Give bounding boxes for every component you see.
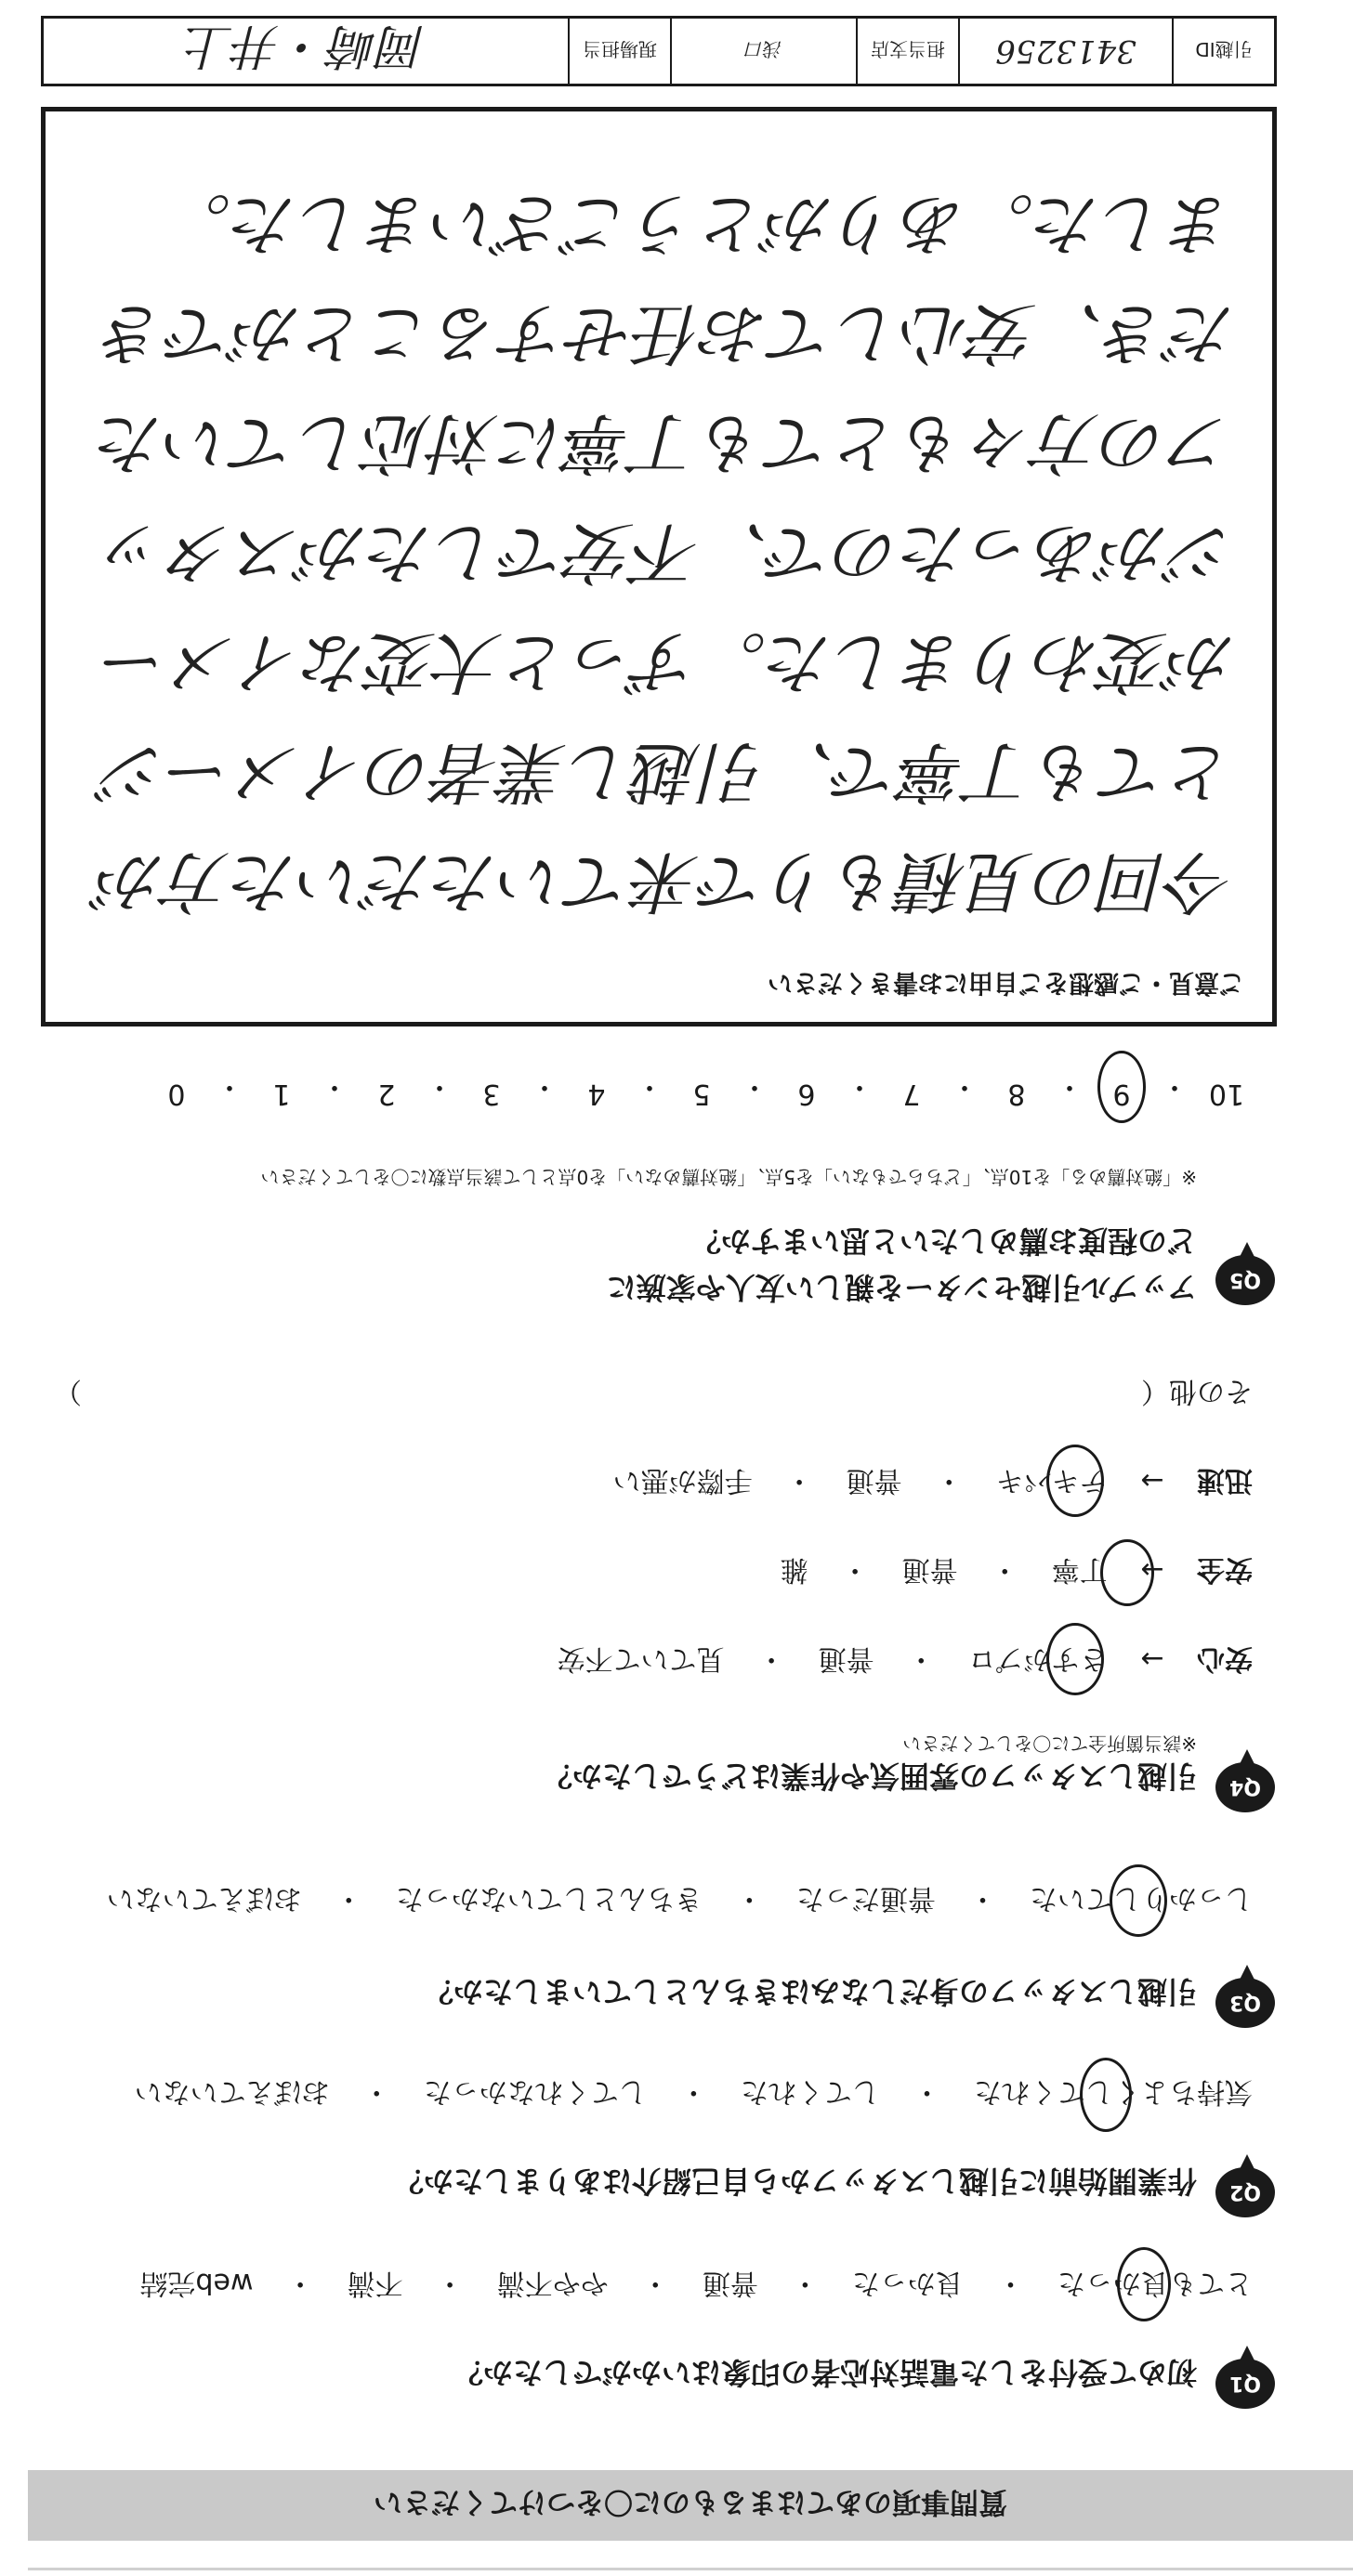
q5-note: ※「絶対薦める」を10点、「どちらでもない」を5点、「絶対薦めない」を0点として該当点数に〇をしてください xyxy=(260,1166,1197,1188)
comment-box xyxy=(41,107,1277,1026)
q4-option[interactable]: 普通 xyxy=(818,1642,874,1675)
q4-option[interactable]: 普通 xyxy=(901,1553,958,1586)
id-value: 3413256 xyxy=(958,19,1172,84)
q4-category: 迅速 xyxy=(1197,1464,1253,1497)
q4-option[interactable]: さすがプロ xyxy=(967,1642,1108,1675)
selection-circle xyxy=(1110,1864,1167,1937)
rating-option[interactable]: 2 xyxy=(377,1078,396,1110)
rating-option[interactable]: 8 xyxy=(1007,1078,1026,1110)
selection-circle xyxy=(1100,1539,1154,1606)
rating-option[interactable]: 1 xyxy=(272,1078,291,1110)
q4-other-label: その他（ xyxy=(1141,1375,1253,1407)
q4-note: ※該当箇所全てに〇をしてください xyxy=(902,1733,1197,1755)
q4-other-close: ） xyxy=(54,1375,82,1407)
header-table xyxy=(41,16,1277,86)
rating-option[interactable]: 10 xyxy=(1208,1078,1245,1110)
rating-option[interactable]: 6 xyxy=(797,1078,816,1110)
rating-separator: ・ xyxy=(531,1070,558,1103)
q4-option[interactable]: 普通 xyxy=(846,1464,902,1497)
q4-category: 安心 xyxy=(1197,1642,1253,1675)
field-staff-value: 岡崎・井上 xyxy=(185,18,427,74)
edge-rule xyxy=(28,2568,1353,2570)
q1-options: とても良かった ・ 良かった ・ 普通 ・ やや不満 ・ 不満 ・ web完結 xyxy=(139,2266,1253,2307)
q1-option[interactable]: 良かった xyxy=(851,2267,964,2299)
comment-title: ご意見・ご感想をご自由にお書きください xyxy=(768,968,1244,997)
branch-value: 浅口 xyxy=(670,19,856,84)
rating-separator: ・ xyxy=(426,1070,453,1103)
rating-separator: ・ xyxy=(846,1070,874,1103)
selection-circle xyxy=(1046,1445,1104,1517)
q3-option[interactable]: おぼえていない xyxy=(106,1882,302,1915)
rating-separator: ・ xyxy=(321,1070,348,1103)
q2-option[interactable]: おぼえていない xyxy=(134,2075,330,2108)
selection-circle xyxy=(1117,2247,1171,2321)
instruction-band: 質問事項のあてはまるものに〇をつけてください xyxy=(28,2470,1353,2541)
q4-other-row xyxy=(54,1374,1253,1415)
q1-option[interactable]: 普通 xyxy=(702,2267,758,2299)
q2-option[interactable]: してくれた xyxy=(740,2075,880,2108)
field-staff-label: 現場担当 xyxy=(568,19,670,84)
branch-label: 担当支店 xyxy=(856,19,958,84)
q3-option[interactable]: きちんとしていなかった xyxy=(395,1882,703,1915)
q4-option[interactable]: 丁寧 xyxy=(1051,1553,1108,1586)
q3-option[interactable]: しっかりしていた xyxy=(1030,1882,1253,1915)
q1-option[interactable]: やや不満 xyxy=(496,2267,609,2299)
selection-circle xyxy=(1080,2058,1132,2132)
rating-separator: ・ xyxy=(1056,1070,1084,1103)
q4-category: 安全 xyxy=(1197,1553,1253,1586)
rating-option[interactable]: 7 xyxy=(902,1078,921,1110)
selection-circle xyxy=(1046,1623,1104,1695)
comment-handwritten-text: 今回の見積もりで来ていただいた方がとても丁寧で、引越し業者のイメージが変わりました。ずっと大変なイメージがあったので、不安でしたがスタッフの方々もとても丁寧に対応していただき、安心してお任せすることができました。ありがとうございました。 xyxy=(97,185,1235,921)
rating-option[interactable]: 5 xyxy=(692,1078,711,1110)
q1-option[interactable]: web完結 xyxy=(139,2267,254,2299)
q1-option[interactable]: とても良かった xyxy=(1057,2267,1253,2299)
q4-badge: Q4 xyxy=(1215,1762,1275,1812)
q1-badge: Q1 xyxy=(1215,2359,1275,2409)
q3-badge: Q3 xyxy=(1215,1978,1275,2028)
q5-badge: Q5 xyxy=(1215,1255,1275,1305)
rating-option[interactable]: 9 xyxy=(1112,1078,1131,1110)
rating-separator: ・ xyxy=(1161,1070,1189,1103)
rating-separator: ・ xyxy=(636,1070,663,1103)
q4-option[interactable]: 雑 xyxy=(780,1553,808,1586)
q4-question: 引越しスタッフの雰囲気や作業はどうでしたか？ xyxy=(542,1759,1197,1794)
q1-question: 初めて受付をした電話対応者の印象はいかがでしたか？ xyxy=(453,2355,1197,2390)
rating-separator: ・ xyxy=(741,1070,768,1103)
q4-row-anzen: 安全 → 丁寧 ・ 普通 ・ 雑 xyxy=(781,1552,1253,1593)
rating-separator: ・ xyxy=(216,1070,243,1103)
q3-option[interactable]: 普通だった xyxy=(795,1882,936,1915)
q2-option[interactable]: してくれなかった xyxy=(423,2075,647,2108)
rating-separator: ・ xyxy=(951,1070,979,1103)
rating-option[interactable]: 4 xyxy=(587,1078,606,1110)
id-label: 引越ID xyxy=(1172,19,1274,84)
rating-option[interactable]: 3 xyxy=(482,1078,501,1110)
q3-question: 引越しスタッフの身だしなみはきちんとしていましたか？ xyxy=(423,1974,1197,2009)
rating-scale xyxy=(41,1064,1277,1110)
q5-question: アップル引越センターを親しい友人や家族にどの程度お薦めしたいと思いますか？ xyxy=(606,1223,1197,1305)
q2-badge: Q2 xyxy=(1215,2167,1275,2217)
q4-option[interactable]: 見ていて不安 xyxy=(557,1642,725,1675)
q4-row-jinsoku: 迅速 → テキパキ ・ 普通 ・ 手際が悪い xyxy=(613,1463,1253,1504)
q2-option[interactable]: 気持ちよくしてくれた xyxy=(974,2075,1253,2108)
q4-option[interactable]: 手際が悪い xyxy=(612,1464,753,1497)
q4-row-anshin: 安心 → さすがプロ ・ 普通 ・ 見ていて不安 xyxy=(558,1641,1253,1682)
rating-option[interactable]: 0 xyxy=(167,1078,186,1110)
q3-options: しっかりしていた ・ 普通だった ・ きちんとしていなかった ・ おぼえていない xyxy=(107,1881,1253,1922)
q1-option[interactable]: 不満 xyxy=(347,2267,403,2299)
q2-question: 作業開始前に引越しスタッフから自己紹介はありましたか？ xyxy=(393,2164,1197,2199)
q4-option[interactable]: テキパキ xyxy=(995,1464,1108,1497)
selection-circle xyxy=(1097,1051,1146,1123)
q2-options: 気持ちよくしてくれた ・ してくれた ・ してくれなかった ・ おぼえていない xyxy=(135,2074,1253,2115)
